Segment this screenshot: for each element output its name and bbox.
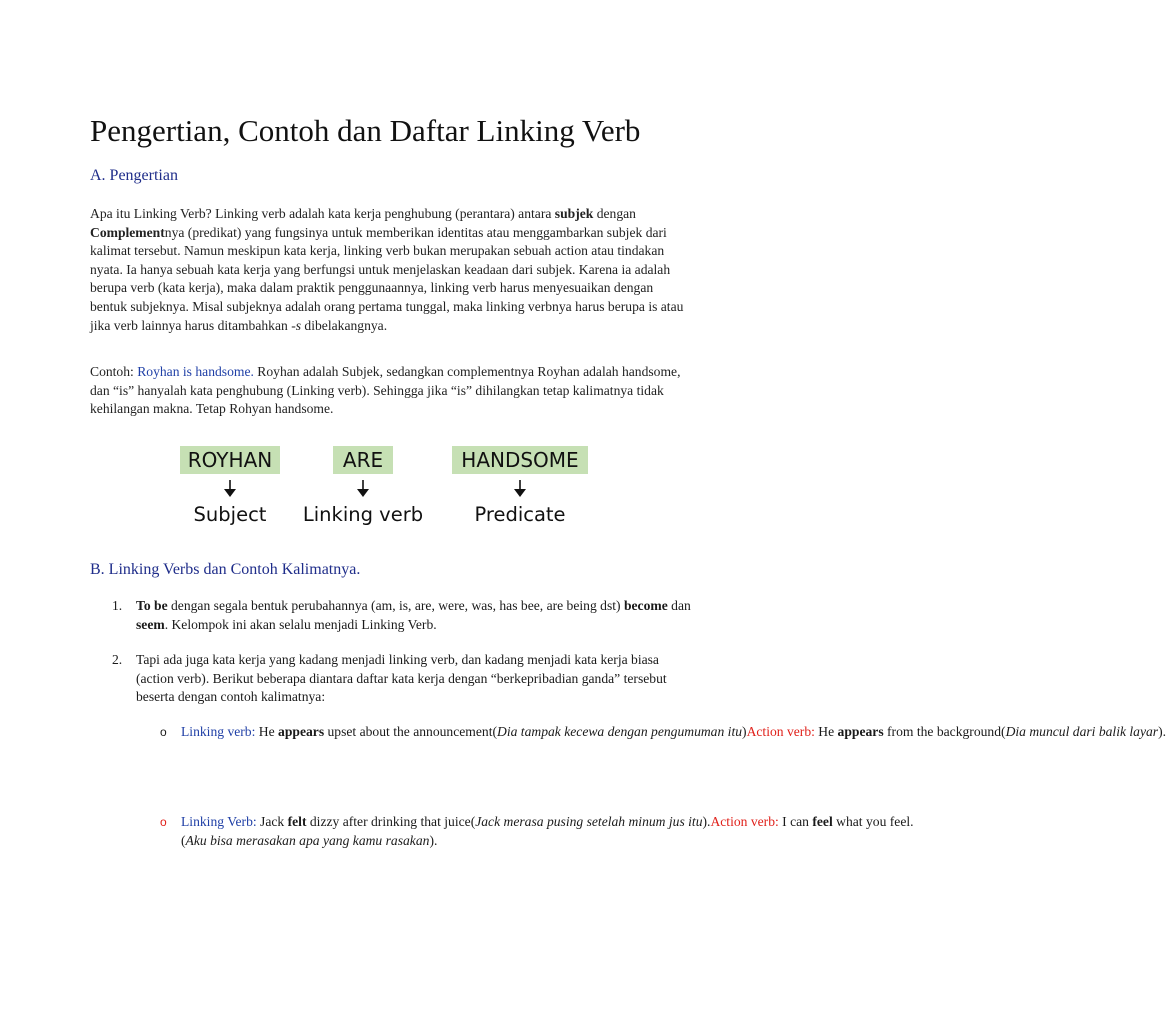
text-run: feel xyxy=(812,814,833,829)
arrow-down-icon xyxy=(513,480,527,498)
diagram-label-verb: Linking verb xyxy=(302,503,424,526)
text-run: Complement xyxy=(90,224,165,240)
bullet-marker: o xyxy=(160,725,167,739)
text-run: Tapi ada juga kata kerja yang kadang menjadi linking verb, dan kadang menjadi kata kerja biasa (action verb). Berikut beberapa diantara daftar kata kerja dengan “berkepribadian ganda” tersebut beserta dengan contoh kalimatnya: xyxy=(136,652,667,705)
list-number: 2. xyxy=(112,652,123,667)
diagram-box-subject: ROYHAN xyxy=(180,446,280,474)
text-run: dibelakangnya. xyxy=(301,317,388,333)
text-run: ( xyxy=(470,814,476,829)
text-run: Apa itu Linking Verb? Linking verb adalah kata kerja penghubung (perantara) antara xyxy=(90,206,555,221)
text-run: appears xyxy=(278,724,325,739)
text-run: dan xyxy=(667,598,691,613)
text-run: appears xyxy=(837,724,884,739)
text-run: Dia muncul dari balik layar xyxy=(1005,724,1159,739)
text-run: ). xyxy=(702,814,711,829)
text-run: ). xyxy=(1158,724,1166,739)
list-number: 1. xyxy=(112,598,123,613)
diagram-label-predicate: Predicate xyxy=(474,503,566,526)
example-lines xyxy=(181,813,914,850)
text-run: To be xyxy=(136,598,168,613)
example-line xyxy=(181,814,471,829)
list-item-text xyxy=(136,597,696,634)
text-run: ). xyxy=(429,832,438,848)
text-run: ( xyxy=(492,724,498,739)
example-line xyxy=(1001,724,1166,739)
text-run: Royhan adalah Subjek, sedangkan complementnya Royhan adalah handsome, dan “is” hanyalah kata penghubung (Linking verb). Sehingga jika “is” dihilangkan tetap kalimatnya tidak kehilangan makna. Tetap Rohyan handsome. xyxy=(90,364,681,417)
example-line xyxy=(181,833,437,848)
diagram-box-verb: ARE xyxy=(333,446,393,474)
text-run: . Kelompok ini akan selalu menjadi Linking Verb. xyxy=(164,616,437,632)
text-run: Royhan is handsome. xyxy=(137,364,254,379)
arrow-down-icon xyxy=(356,480,370,498)
text-run: ( xyxy=(181,832,186,848)
text-run: Contoh: xyxy=(90,364,138,379)
example-line xyxy=(181,724,492,739)
text-run: from the background xyxy=(883,724,1002,739)
text-run: ( xyxy=(1001,724,1006,739)
text-run: s xyxy=(295,317,302,333)
page-title: Pengertian, Contoh dan Daftar Linking Verb xyxy=(90,113,641,148)
text-run: upset about the announcement xyxy=(324,724,493,739)
text-run: Jack merasa pusing setelah minum jus itu xyxy=(475,814,703,829)
text-run: Linking Verb: xyxy=(181,814,257,829)
section-a-heading: A. Pengertian xyxy=(90,167,178,184)
text-run: nya (predikat) yang fungsinya untuk memberikan identitas atau menggambarkan subjek dari kalimat tersebut. Namun meskipun kata kerja, linking verb bukan merupakan sebuah action atau tindakan nyata. Ia hanya sebuah kata kerja yang berfungsi untuk menjelaskan keadaan dari subjek. Karena ia adalah berupa verb (kata kerja), maka dalam praktik penggunaannya, linking verb harus menyesuaikan dengan bentuk subjeknya. Misal subjeknya adalah orang pertama tunggal, maka linking verbnya harus berupa is atau jika verb lainnya harus ditambahkan - xyxy=(90,224,684,333)
definition-paragraph xyxy=(90,205,690,335)
text-run: He xyxy=(255,724,279,739)
example-paragraph xyxy=(90,363,690,419)
text-run: Action verb: xyxy=(710,814,779,829)
text-run: Linking verb: xyxy=(181,724,256,739)
list-item-text xyxy=(136,651,696,707)
diagram-box-predicate: HANDSOME xyxy=(452,446,588,474)
section-b-heading: B. Linking Verbs dan Contoh Kalimatnya. xyxy=(90,561,361,578)
bullet-marker: o xyxy=(160,815,167,829)
arrow-down-icon xyxy=(223,480,237,498)
example-line xyxy=(471,814,711,829)
text-run: become xyxy=(623,598,668,613)
text-run: I can xyxy=(778,814,813,829)
text-run: subjek xyxy=(554,206,594,221)
text-run: dengan segala bentuk perubahannya (am, is, are, were, was, has bee, are being dst) xyxy=(167,598,624,613)
example-line xyxy=(492,724,746,739)
example-line xyxy=(747,724,1001,739)
text-run: dengan xyxy=(593,206,636,221)
text-run: what you feel. xyxy=(832,814,914,829)
text-run: He xyxy=(814,724,838,739)
example-line xyxy=(710,814,913,829)
text-run: ) xyxy=(742,724,747,739)
diagram-label-subject: Subject xyxy=(193,503,267,526)
linking-verb-diagram xyxy=(180,446,590,536)
text-run: Jack xyxy=(256,814,288,829)
text-run: dizzy after drinking that juice xyxy=(306,814,471,829)
text-run: Action verb: xyxy=(746,724,815,739)
text-run: seem xyxy=(136,616,165,632)
text-run: Aku bisa merasakan apa yang kamu rasakan xyxy=(185,832,430,848)
text-run: Dia tampak kecewa dengan pengumuman itu xyxy=(497,724,743,739)
example-lines xyxy=(181,723,1166,742)
text-run: felt xyxy=(287,814,307,829)
